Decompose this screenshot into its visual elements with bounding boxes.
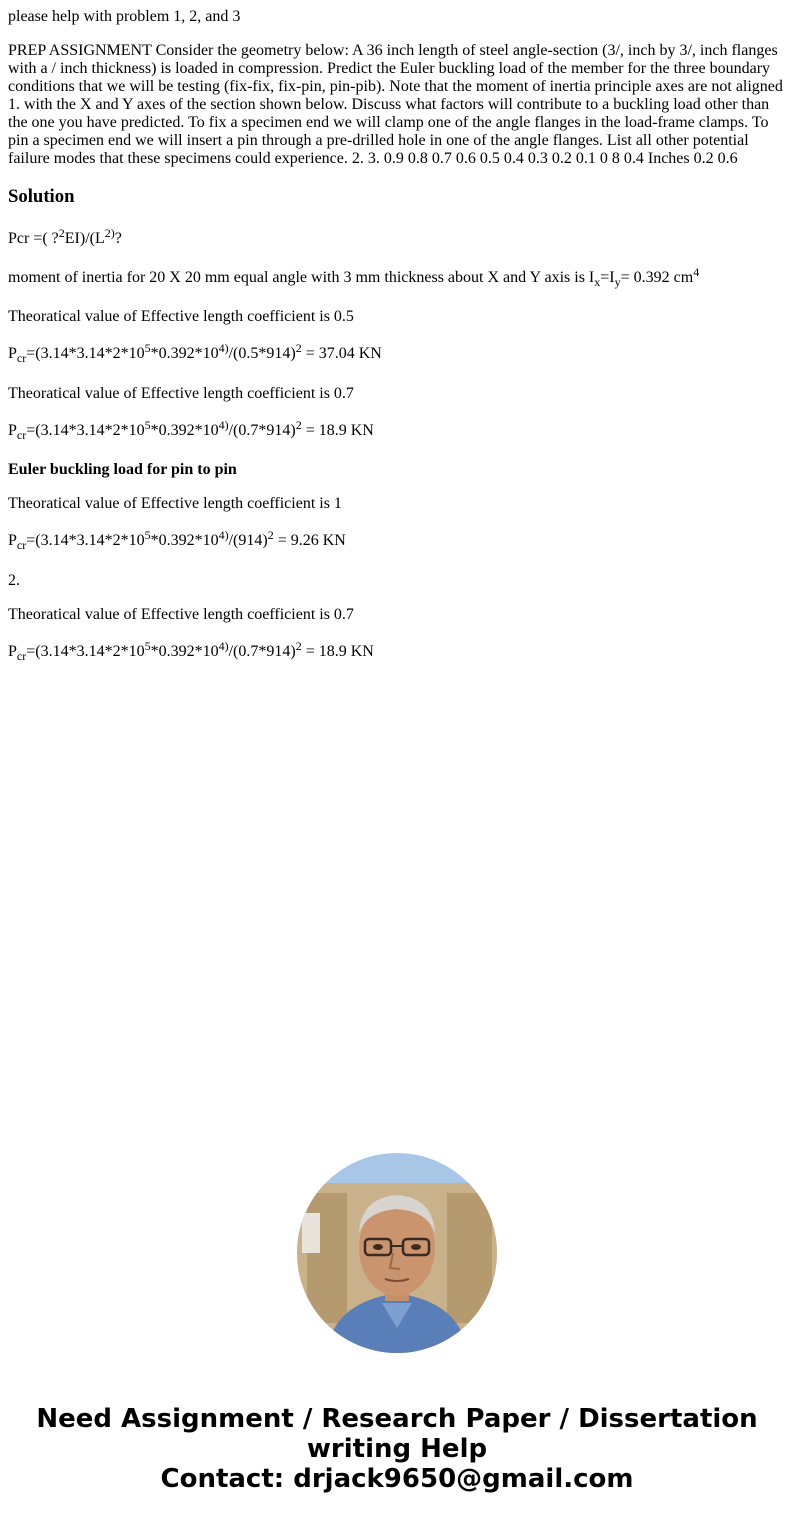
footer-line-2: writing Help xyxy=(306,1434,488,1464)
answer-number-2: 2. xyxy=(8,572,20,589)
calc-fix-pin-line: $P_{cr}=(3.14*3.14*2*10^5*0.392*10^{4)}/(0.7*914)^2 = 18.9$ KN xyxy=(8,418,374,442)
footer-contact-email[interactable]: Contact: drjack9650@gmail.com xyxy=(160,1464,634,1494)
footer-line-1: Need Assignment / Research Paper / Dissertation xyxy=(36,1404,758,1434)
coefficient-0.5-line: Theoratical value of Effective length coefficient is 0.5 xyxy=(8,308,354,325)
formula-line: Pcr =( $?^2EI)/(L^{2)}$? xyxy=(8,226,122,247)
calc-fix-fix-line: $P_{cr}=(3.14*3.14*2*10^5*0.392*10^{4)}/(0.5*914)^2 = 37.04$ KN xyxy=(8,341,382,365)
avatar-portrait-image xyxy=(297,1153,497,1353)
question-prep-text: PREP ASSIGNMENT Consider the geometry below: A 36 inch length of steel angle-section (3/, inch by 3/, inch flanges with a / inch thickness) is loaded in compression. Predict the Euler buckling load of the member for the three boundary conditions that we will be testing (fix-fix, fix-pin, pin-pib). Note that the moment of inertia principle axes are not aligned 1. with the X and Y axes of the section shown below. Discuss what factors will contribute to a buckling load other than the one you have predicted. To fix a specimen end we will clamp one of the angle flanges in the load-frame clamps. To pin a specimen end we will insert a pin through a pre-drilled hole in one of the angle flanges. List all other potential failure modes that these specimens could experience. 2. 3. 0.9 0.8 0.7 0.6 0.5 0.4 0.3 0.2 0.1 0 8 0.4 Inches 0.2 0.6 xyxy=(8,42,783,167)
coefficient-0.7-line: Theoratical value of Effective length coefficient is 0.7 xyxy=(8,385,354,402)
calc-fix-pin-line-2: $P_{cr}=(3.14*3.14*2*10^5*0.392*10^{4)}/(0.7*914)^2 = 18.9$ KN xyxy=(8,639,374,663)
pin-pin-heading: Euler buckling load for pin to pin xyxy=(8,461,237,478)
contact-footer xyxy=(0,1404,794,1494)
moment-of-inertia-line: moment of inertia for 20 X 20 mm equal angle with 3 mm thickness about X and Y axis is $I_x=I_y= 0.392$ $cm^4$ xyxy=(8,265,700,289)
calc-pin-pin-line: $P_{cr}=(3.14*3.14*2*10^5*0.392*10^{4)}/(914)^2 = 9.26$ KN xyxy=(8,528,346,552)
solution-heading: Solution xyxy=(8,186,75,207)
coefficient-0.7-line-2: Theoratical value of Effective length coefficient is 0.7 xyxy=(8,606,354,623)
question-intro: please help with problem 1, 2, and 3 xyxy=(8,8,241,25)
tutor-avatar xyxy=(297,1153,497,1353)
coefficient-1-line: Theoratical value of Effective length coefficient is 1 xyxy=(8,495,342,512)
